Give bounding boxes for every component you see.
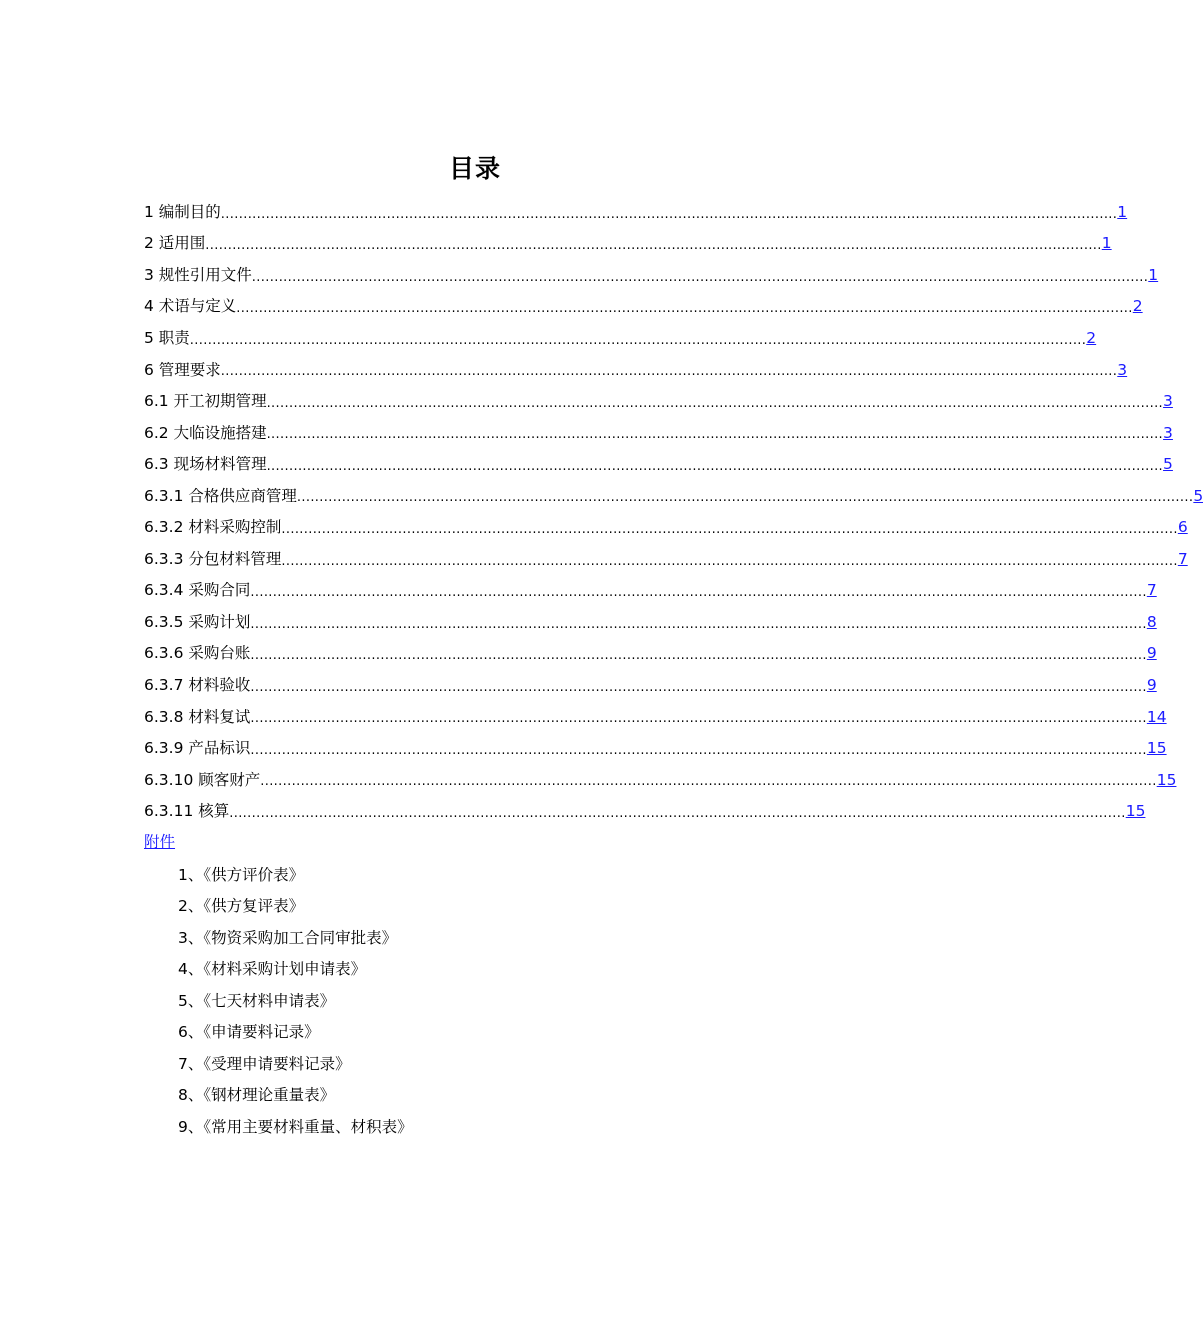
toc-entry-label: 6 管理要求: [144, 360, 221, 379]
toc-dot-leader: ........................................................................................................................................................................................................: [189, 332, 1087, 348]
toc-dot-leader: ........................................................................................................................................................................................................: [281, 522, 1178, 538]
toc-page-link[interactable]: 7: [1146, 581, 1157, 600]
toc-page-link[interactable]: 5: [1163, 455, 1173, 474]
annex-list: [178, 858, 413, 1142]
toc-dot-leader: ........................................................................................................................................................................................................: [266, 458, 1164, 474]
toc-entry[interactable]: [144, 354, 1128, 386]
toc-entry[interactable]: [144, 228, 1112, 260]
toc-page-link[interactable]: 3: [1163, 392, 1173, 411]
annex-item: 7、《受理申请要料记录》: [178, 1054, 351, 1073]
toc-entry-label: 6.3.4 采购合同: [144, 581, 251, 600]
annex-item: 9、《常用主要材料重量、材积表》: [178, 1117, 413, 1136]
toc-entry-label: 6.2 大临设施搭建: [144, 423, 267, 442]
toc-dot-leader: ........................................................................................................................................................................................................: [251, 269, 1149, 285]
toc-entry-label: 6.3 现场材料管理: [144, 455, 267, 474]
toc-dot-leader: ........................................................................................................................................................................................................: [260, 774, 1157, 790]
annex-item: 2、《供方复评表》: [178, 897, 305, 916]
toc-dot-leader: ........................................................................................................................................................................................................: [236, 301, 1133, 317]
toc-page-link[interactable]: 15: [1156, 770, 1177, 789]
toc-entry-label: 6.3.1 合格供应商管理: [144, 486, 297, 505]
annex-item: 5、《七天材料申请表》: [178, 991, 336, 1010]
toc-dot-leader: ........................................................................................................................................................................................................: [281, 553, 1178, 569]
toc-entry[interactable]: [144, 322, 1097, 354]
toc-page-link[interactable]: 15: [1125, 802, 1146, 821]
toc-page-link[interactable]: 1: [1117, 202, 1128, 221]
toc-page-link[interactable]: 9: [1146, 644, 1157, 663]
toc-dot-leader: ........................................................................................................................................................................................................: [250, 711, 1147, 727]
toc-entry-label: 6.3.5 采购计划: [144, 612, 251, 631]
toc-dot-leader: ........................................................................................................................................................................................................: [220, 206, 1118, 222]
annex-link[interactable]: 附件: [144, 833, 176, 851]
annex-item: 6、《申请要料记录》: [178, 1023, 320, 1042]
toc-entry-label: 6.3.7 材料验收: [144, 675, 251, 694]
toc-entry-label: 2 适用围: [144, 234, 206, 253]
toc-entry-label: 4 术语与定义: [144, 297, 237, 316]
annex-item: 3、《物资采购加工合同审批表》: [178, 928, 398, 947]
toc-entry[interactable]: [144, 732, 1167, 764]
toc-entry-label: 6.1 开工初期管理: [144, 392, 267, 411]
toc-dot-leader: ........................................................................................................................................................................................................: [250, 648, 1147, 664]
toc-dot-leader: ........................................................................................................................................................................................................: [250, 742, 1147, 758]
toc-dot-leader: ........................................................................................................................................................................................................: [205, 238, 1102, 254]
toc-dot-leader: ........................................................................................................................................................................................................: [266, 395, 1164, 411]
toc-page-link[interactable]: 3: [1117, 360, 1128, 379]
toc-page-link[interactable]: 6: [1177, 518, 1188, 537]
toc-page-link[interactable]: 15: [1146, 739, 1167, 758]
toc-entry[interactable]: [144, 511, 1188, 543]
toc-dot-leader: ........................................................................................................................................................................................................: [250, 616, 1147, 632]
toc-dot-leader: ........................................................................................................................................................................................................: [250, 679, 1147, 695]
toc-page-link[interactable]: 5: [1193, 486, 1203, 505]
toc-entry-label: 1 编制目的: [144, 202, 221, 221]
toc-page-link[interactable]: 7: [1177, 549, 1188, 568]
toc-page-link[interactable]: 2: [1132, 297, 1143, 316]
toc-dot-leader: ........................................................................................................................................................................................................: [296, 490, 1194, 506]
toc-page-link[interactable]: 14: [1146, 707, 1167, 726]
toc-dot-leader: ........................................................................................................................................................................................................: [266, 427, 1164, 443]
annex-item: 8、《钢材理论重量表》: [178, 1086, 336, 1105]
toc-entry[interactable]: [144, 417, 1173, 449]
toc-entry-label: 6.3.10 顾客财产: [144, 770, 261, 789]
toc-dot-leader: ........................................................................................................................................................................................................: [220, 364, 1118, 380]
toc-entry[interactable]: [144, 764, 1177, 796]
toc-entry[interactable]: [144, 259, 1159, 291]
toc-page-link[interactable]: 9: [1146, 675, 1157, 694]
toc-entry-label: 3 规性引用文件: [144, 265, 252, 284]
annex-item: 4、《材料采购计划申请表》: [178, 960, 367, 979]
toc-entry[interactable]: [144, 543, 1188, 575]
toc-entry[interactable]: [144, 638, 1157, 670]
toc-entry-label: 6.3.11 核算: [144, 802, 230, 821]
toc-dot-leader: ........................................................................................................................................................................................................: [250, 585, 1147, 601]
toc-entry[interactable]: [144, 385, 1173, 417]
toc-entry-label: 6.3.9 产品标识: [144, 739, 251, 758]
toc-entry[interactable]: [144, 606, 1157, 638]
toc-entry[interactable]: [144, 448, 1173, 480]
toc-page-link[interactable]: 8: [1146, 612, 1157, 631]
toc-entry[interactable]: [144, 701, 1167, 733]
toc-entry-label: 5 职责: [144, 328, 190, 347]
toc-entry-label: 6.3.8 材料复试: [144, 707, 251, 726]
toc-page-link[interactable]: 1: [1101, 234, 1112, 253]
toc-title: 目录: [448, 154, 501, 183]
toc-page-link[interactable]: 1: [1148, 265, 1159, 284]
toc-entry-label: 6.3.2 材料采购控制: [144, 518, 282, 537]
toc-entry-label: 6.3.6 采购台账: [144, 644, 251, 663]
toc-entry[interactable]: [144, 669, 1157, 701]
toc-entry[interactable]: [144, 291, 1143, 323]
toc-entry[interactable]: [144, 196, 1128, 228]
toc-entry-label: 6.3.3 分包材料管理: [144, 549, 282, 568]
toc-page-link[interactable]: 2: [1086, 328, 1097, 347]
toc-entry[interactable]: [144, 575, 1157, 607]
toc-entry[interactable]: [144, 795, 1146, 827]
toc-page-link[interactable]: 3: [1163, 423, 1173, 442]
table-of-contents: [144, 196, 1203, 827]
toc-dot-leader: ........................................................................................................................................................................................................: [229, 805, 1126, 821]
toc-entry[interactable]: [144, 480, 1203, 512]
annex-item: 1、《供方评价表》: [178, 865, 305, 884]
